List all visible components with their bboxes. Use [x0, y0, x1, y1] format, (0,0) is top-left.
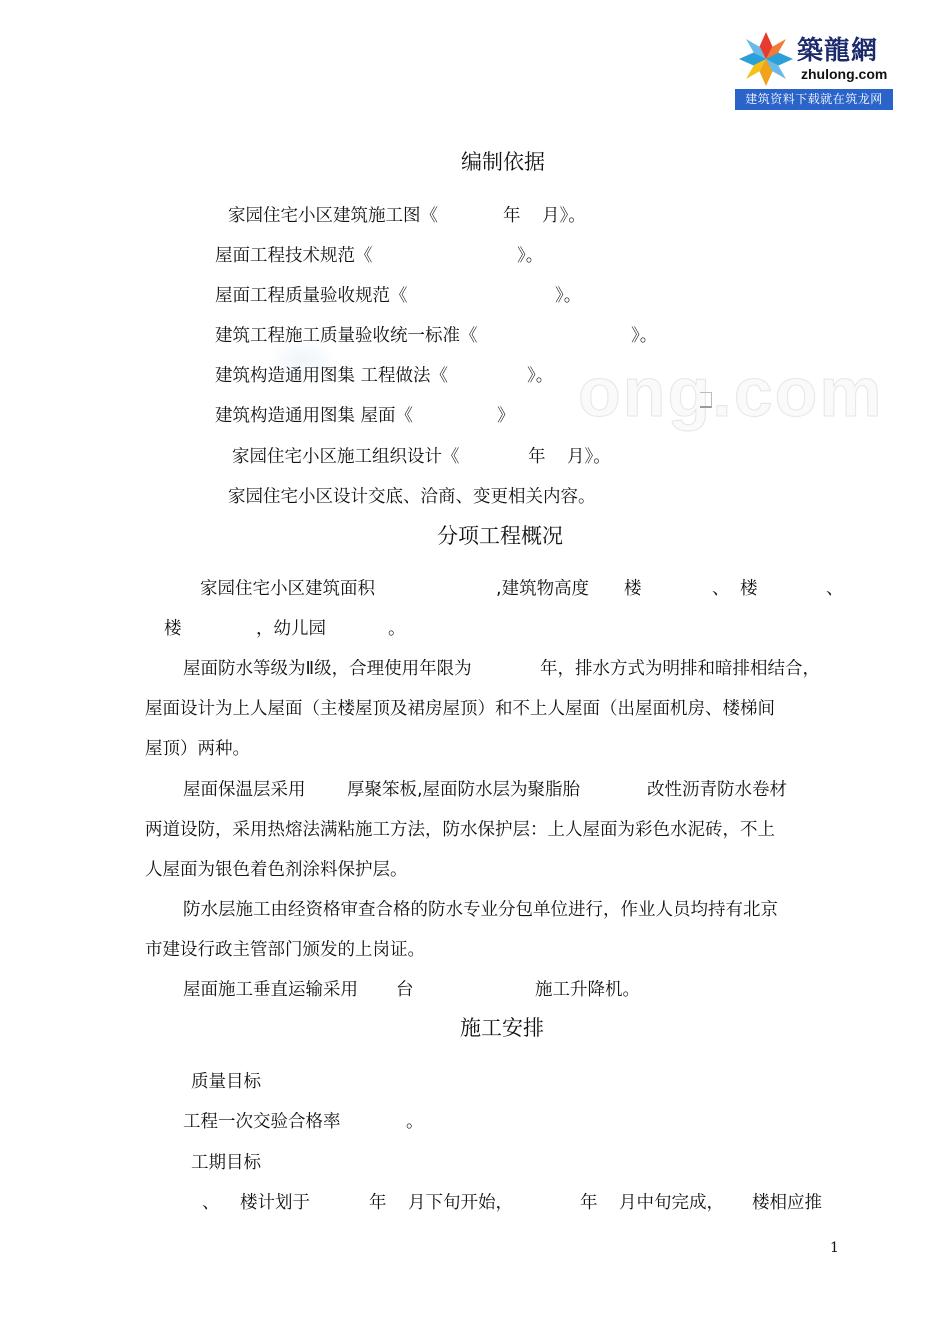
- logo-top-panel: [735, 28, 893, 89]
- schedule-text-c: 年: [369, 1193, 387, 1213]
- overview-p5-b: 台: [396, 980, 414, 1000]
- basis-line-4-end: 》。: [631, 326, 658, 346]
- logo-tagline: 建筑资料下载就在筑龙网: [735, 89, 893, 110]
- quality-goal-text: 工程一次交验合格率: [183, 1112, 341, 1132]
- basis-line-1-month: 月》。: [542, 206, 586, 226]
- basis-line-3-end: 》。: [555, 286, 582, 306]
- overview-p5-c: 施工升降机。: [535, 980, 640, 1000]
- overview-p1-e: 楼: [740, 579, 758, 599]
- section-title-basis: 编制依据: [461, 150, 545, 174]
- overview-p2-b: 年，排水方式为明排和暗排相结合，: [540, 659, 820, 679]
- schedule-text-a: 、: [202, 1193, 220, 1213]
- basis-line-7: 家园住宅小区施工组织设计《: [232, 447, 460, 467]
- overview-p1-g: 楼: [164, 619, 182, 639]
- quality-goal-end: 。: [406, 1112, 424, 1132]
- watermark-glyph-box: [700, 392, 712, 408]
- page-number: 1: [830, 1240, 839, 1256]
- overview-p3-a: 屋面保温层采用: [183, 780, 306, 800]
- overview-p3-b: 厚聚笨板,屋面防水层为聚脂胎: [347, 780, 581, 800]
- overview-p1-d: 、: [712, 579, 730, 599]
- overview-p1-a: 家园住宅小区建筑面积: [200, 579, 375, 599]
- overview-p4-a: 防水层施工由经资格审查合格的防水专业分包单位进行，作业人员均持有北京: [183, 900, 778, 920]
- basis-line-7-month: 月》。: [567, 447, 611, 467]
- logo-domain: zhulong.com: [801, 66, 888, 82]
- basis-line-2: 屋面工程技术规范《: [215, 246, 373, 266]
- overview-p4-b: 市建设行政主管部门颁发的上岗证。: [145, 940, 425, 960]
- overview-p1-b: ,建筑物高度: [496, 579, 590, 599]
- overview-p1-c: 楼: [624, 579, 642, 599]
- basis-line-7-year: 年: [528, 447, 546, 467]
- basis-line-6-end: 》: [497, 406, 515, 426]
- overview-p2-a: 屋面防水等级为Ⅱ级，合理使用年限为: [183, 659, 472, 679]
- basis-line-6: 建筑构造通用图集 屋面《: [215, 406, 414, 426]
- basis-line-1: 家园住宅小区建筑施工图《: [228, 206, 438, 226]
- schedule-goal-title: 工期目标: [191, 1153, 261, 1173]
- schedule-text-e: 年: [580, 1193, 598, 1213]
- overview-p5-a: 屋面施工垂直运输采用: [183, 980, 358, 1000]
- schedule-text-g: 楼相应推: [752, 1193, 822, 1213]
- overview-p3-c: 改性沥青防水卷材: [647, 780, 787, 800]
- section-title-overview: 分项工程概况: [437, 524, 563, 548]
- overview-p3-e: 人屋面为银色着色剂涂料保护层。: [145, 860, 408, 880]
- basis-line-4: 建筑工程施工质量验收统一标准《: [215, 326, 478, 346]
- basis-line-3: 屋面工程质量验收规范《: [215, 286, 408, 306]
- quality-goal-title: 质量目标: [191, 1072, 261, 1092]
- logo-star-icon: [737, 30, 795, 88]
- overview-p2-d: 屋顶）两种。: [145, 739, 250, 759]
- overview-p2-c: 屋面设计为上人屋面（主楼屋顶及裙房屋顶）和不上人屋面（出屋面机房、楼梯间: [145, 699, 775, 719]
- schedule-text-f: 月中旬完成，: [619, 1193, 724, 1213]
- schedule-text-b: 楼计划于: [240, 1193, 310, 1213]
- overview-p1-f: 、: [826, 579, 844, 599]
- logo-name: 築龍網: [797, 36, 879, 66]
- basis-line-1-year: 年: [503, 206, 521, 226]
- overview-p1-h: ，幼儿园: [256, 619, 326, 639]
- overview-p1-i: 。: [388, 619, 406, 639]
- section-title-arrangement: 施工安排: [460, 1016, 544, 1040]
- basis-line-5-end: 》。: [527, 366, 554, 386]
- basis-line-5: 建筑构造通用图集 工程做法《: [215, 366, 449, 386]
- zhulong-logo: [735, 28, 893, 110]
- basis-line-8: 家园住宅小区设计交底、洽商、变更相关内容。: [228, 487, 596, 507]
- watermark-text: ong.com: [578, 353, 884, 431]
- schedule-text-d: 月下旬开始，: [408, 1193, 513, 1213]
- basis-line-2-end: 》。: [517, 246, 544, 266]
- overview-p3-d: 两道设防，采用热熔法满粘施工方法，防水保护层：上人屋面为彩色水泥砖，不上: [145, 820, 775, 840]
